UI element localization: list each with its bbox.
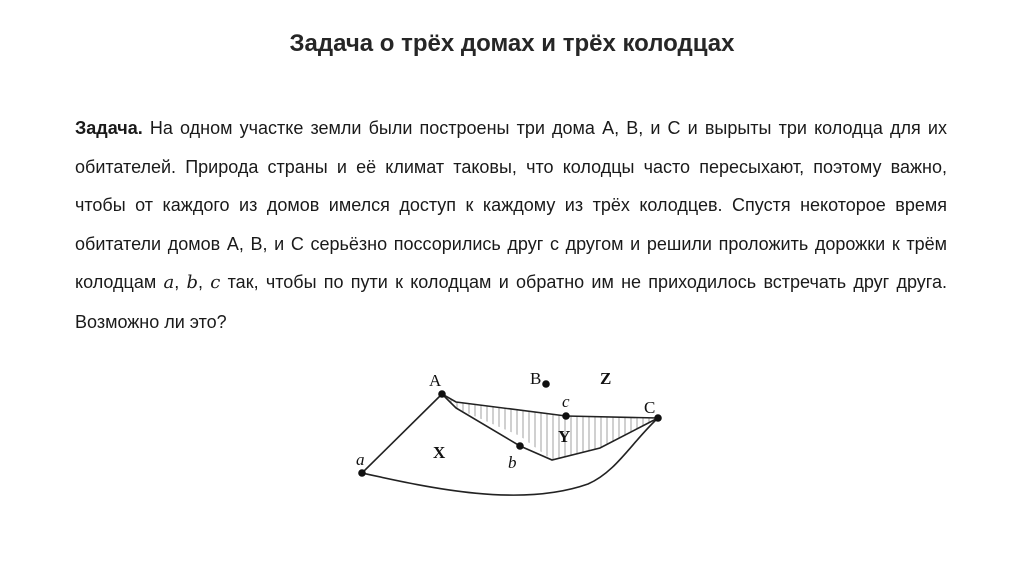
well-c-var: c bbox=[210, 272, 221, 293]
region-label-Y: Y bbox=[558, 427, 571, 446]
separator-1: , bbox=[174, 272, 187, 292]
well-a-var: a bbox=[163, 272, 175, 293]
well-a-point bbox=[358, 469, 366, 477]
label-b: b bbox=[508, 453, 517, 472]
label-A: A bbox=[429, 371, 442, 390]
label-C: C bbox=[644, 398, 656, 417]
label-B: B bbox=[530, 369, 542, 388]
problem-text-part-1: На одном участке земли были построены три дома А, В, и С и вырыты три колодца для их обитателей. Природа страны и её климат таковы, что колодцы часто пересыхают, поэтому важно, чтобы от каждого из домов имелся доступ к каждому из трёх колодцев. Спустя некоторое время обитатели домов А, В, и С серьёзно поссорились друг с другом и решили проложить дорожки к трём колодцам bbox=[75, 118, 947, 292]
well-c-point bbox=[562, 412, 570, 420]
house-A-point bbox=[438, 390, 446, 398]
house-B-point bbox=[542, 380, 550, 388]
well-b-point bbox=[516, 442, 524, 450]
problem-text-part-2: так, чтобы по пути к колодцам и обратно им не приходилось встречать друг друга. Возможно ли это? bbox=[75, 272, 947, 332]
well-b-var: b bbox=[186, 272, 199, 293]
houses-wells-diagram bbox=[340, 362, 680, 512]
problem-label: Задача. bbox=[75, 118, 143, 138]
region-label-Z: Z bbox=[600, 369, 612, 388]
path-a-to-A bbox=[362, 394, 442, 473]
label-c: c bbox=[562, 392, 570, 411]
label-a: a bbox=[356, 450, 365, 469]
page-title: Задача о трёх домах и трёх колодцах bbox=[289, 30, 735, 57]
problem-statement bbox=[75, 109, 947, 341]
region-label-X: X bbox=[433, 443, 446, 462]
separator-2: , bbox=[198, 272, 211, 292]
